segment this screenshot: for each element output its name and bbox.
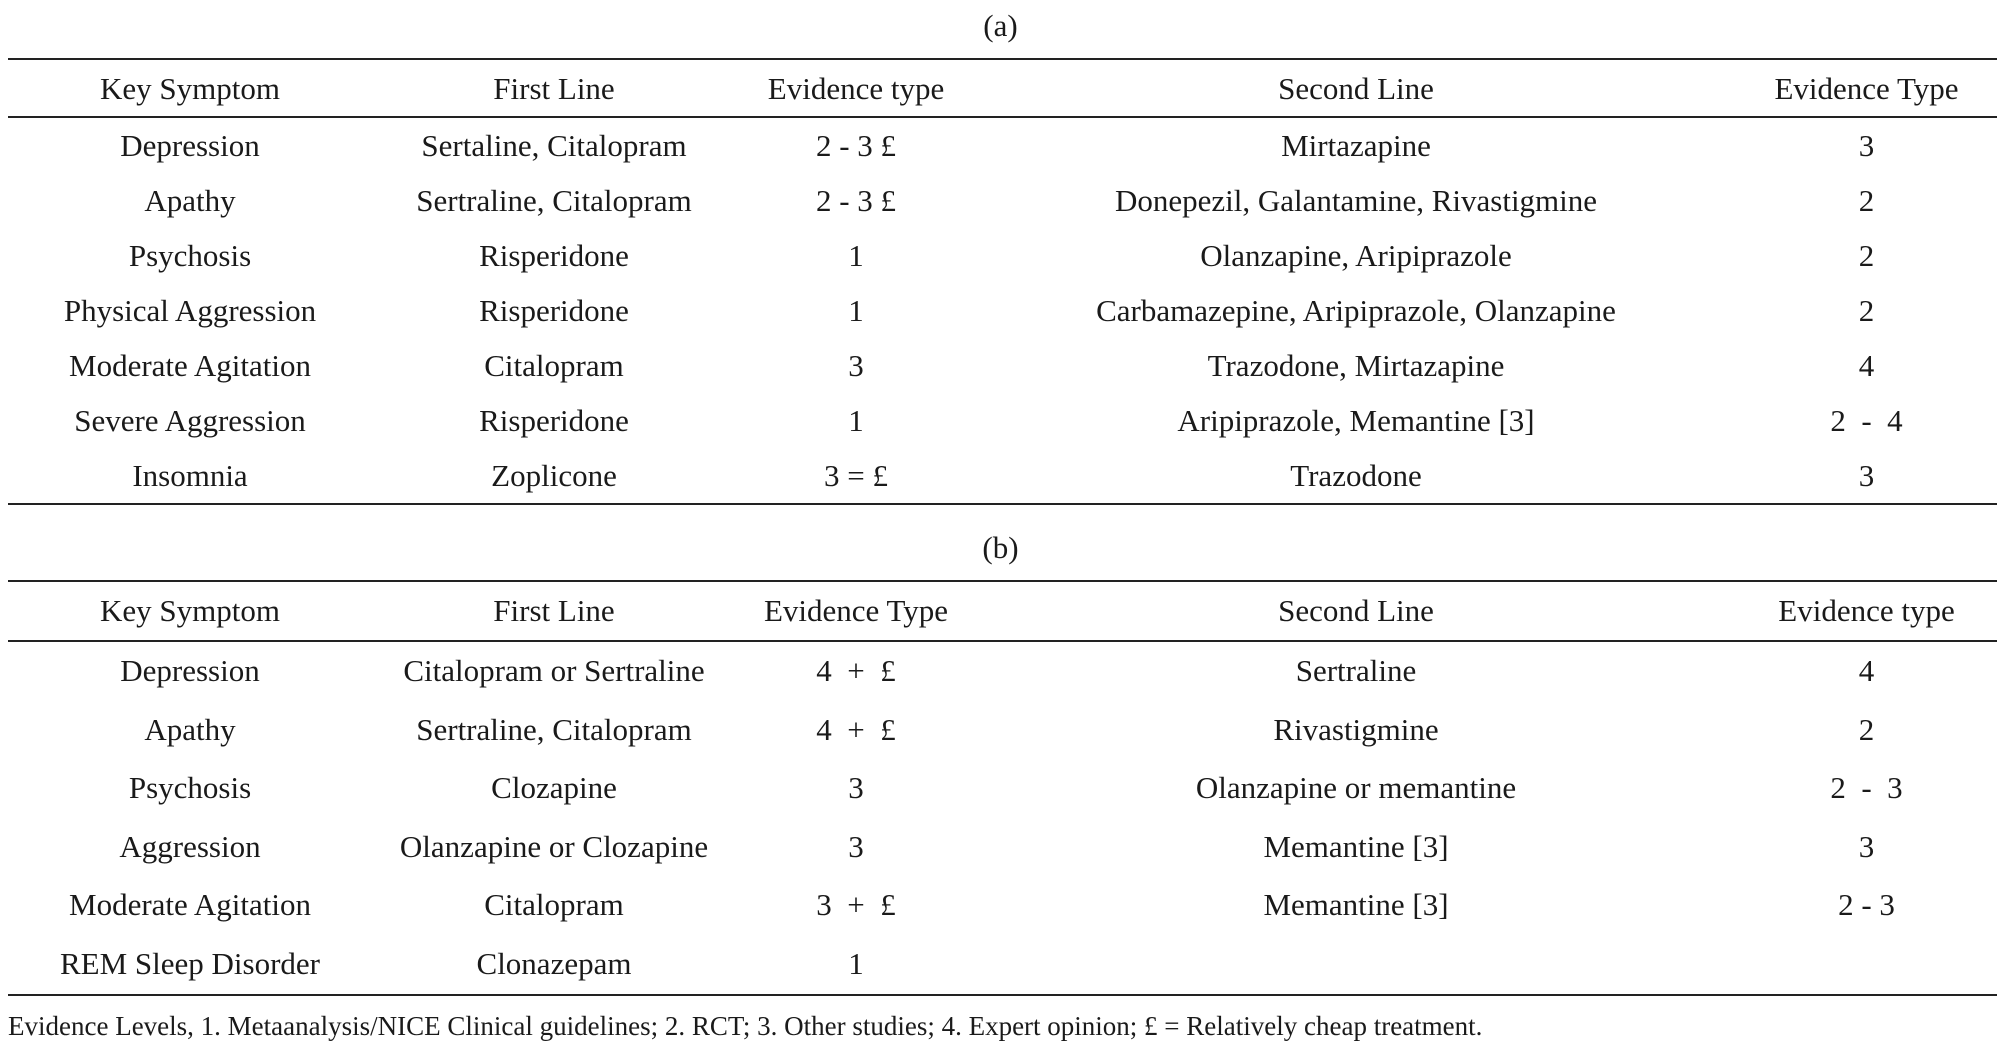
table-cell: Carbamazepine, Aripiprazole, Olanzapine <box>1096 292 1616 328</box>
table-cell: 1 <box>848 945 864 981</box>
table-row <box>8 118 1997 173</box>
table-cell: 3 <box>848 347 864 383</box>
table-row <box>8 338 1997 393</box>
table-cell: Moderate Agitation <box>69 347 311 383</box>
table-cell: Depression <box>120 653 260 689</box>
table-cell: Clonazepam <box>476 945 632 981</box>
table-a <box>8 60 1997 118</box>
table-cell: Psychosis <box>128 237 252 273</box>
table-cell: 4 <box>1858 347 1875 383</box>
table-b-body <box>8 642 1997 993</box>
table-row <box>8 701 1997 760</box>
table-row <box>8 228 1997 283</box>
table-cell: Apathy <box>144 182 236 218</box>
evidence-levels-footnote: Evidence Levels, 1. Metaanalysis/NICE Clinical guidelines; 2. RCT; 3. Other studies; 4. Expert opinion; £ = Relatively cheap treatment. <box>8 1011 1483 1041</box>
table-b-bottom-rule <box>8 994 1997 996</box>
table-row <box>8 876 1997 935</box>
table-cell: Citalopram or Sertraline <box>403 653 705 689</box>
table-cell: 2 <box>1858 292 1875 328</box>
table-cell: Olanzapine or Clozapine <box>399 828 709 864</box>
table-cell: Sertraline, Citalopram <box>416 711 692 747</box>
table-cell: Apathy <box>144 711 236 747</box>
table-cell: 2 <box>1858 711 1875 747</box>
table-cell: 3 <box>1858 457 1875 493</box>
table-cell: Citalopram <box>484 347 624 383</box>
table-a-header-second-line: Second Line <box>1278 71 1434 106</box>
table-cell: Olanzapine, Aripiprazole <box>1200 237 1512 273</box>
table-a-caption: (a) <box>983 8 1018 43</box>
table-b <box>8 582 1997 640</box>
table-cell: Moderate Agitation <box>69 887 311 923</box>
table-cell: Risperidone <box>479 292 629 328</box>
table-cell: Citalopram <box>484 887 624 923</box>
table-cell: 4 + £ <box>816 711 896 747</box>
table-cell: Donepezil, Galantamine, Rivastigmine <box>1114 182 1598 218</box>
table-cell: Psychosis <box>128 770 252 806</box>
table-a-header-first-line: First Line <box>493 71 615 106</box>
table-cell: 2 <box>1858 182 1875 218</box>
table-cell: Severe Aggression <box>74 402 306 438</box>
table-cell: 4 + £ <box>816 653 896 689</box>
table-cell: Mirtazapine <box>1281 127 1431 163</box>
table-row <box>8 283 1997 338</box>
table-cell: Sertraline, Citalopram <box>416 182 692 218</box>
table-cell: Insomnia <box>132 457 248 493</box>
table-cell: 2 - 3 £ <box>815 127 897 163</box>
table-cell: Zoplicone <box>491 457 617 493</box>
table-a-header-evidence-type-1: Evidence type <box>767 71 945 106</box>
table-cell: 3 <box>1858 127 1875 163</box>
table-cell: 2 - 3 <box>1838 887 1895 923</box>
table-b-header-second-line: Second Line <box>1278 593 1434 628</box>
table-cell: Sertraline <box>1295 653 1417 689</box>
table-row <box>8 448 1997 503</box>
table-a-header-row <box>8 60 1997 118</box>
table-b-header-evidence-type-1: Evidence Type <box>763 593 949 628</box>
table-cell: Clozapine <box>491 770 617 806</box>
table-cell: 1 <box>848 292 864 328</box>
table-cell: 3 <box>848 770 864 806</box>
table-cell: 1 <box>848 402 864 438</box>
table-cell: 2 <box>1858 237 1875 273</box>
table-cell <box>1736 935 1997 994</box>
table-cell: REM Sleep Disorder <box>59 945 321 981</box>
table-cell: Memantine [3] <box>1263 887 1449 923</box>
table-cell: 3 = £ <box>824 457 888 493</box>
table-cell: Depression <box>120 127 260 163</box>
table-cell: 3 <box>1858 828 1875 864</box>
table-row <box>8 642 1997 701</box>
table-a-body <box>8 118 1997 503</box>
table-cell: Rivastigmine <box>1273 711 1439 747</box>
table-b-caption: (b) <box>982 530 1019 565</box>
table-cell: Risperidone <box>479 402 629 438</box>
table-row <box>8 818 1997 877</box>
table-cell: Risperidone <box>479 237 629 273</box>
table-cell: Olanzapine or memantine <box>1195 770 1517 806</box>
table-cell: 4 <box>1858 653 1875 689</box>
table-cell: Sertaline, Citalopram <box>421 127 687 163</box>
table-cell: 1 <box>848 237 864 273</box>
table-a-header-evidence-type-2: Evidence Type <box>1774 71 1959 106</box>
table-row <box>8 173 1997 228</box>
table-b-header-key-symptom: Key Symptom <box>100 593 280 628</box>
table-cell: Memantine [3] <box>1263 828 1449 864</box>
table-cell: Aggression <box>119 828 261 864</box>
table-cell: 3 + £ <box>816 887 896 923</box>
table-cell: 2 - 3 £ <box>815 182 897 218</box>
table-cell: Physical Aggression <box>63 292 317 328</box>
table-cell: 3 <box>848 828 864 864</box>
table-cell <box>976 935 1736 994</box>
table-row <box>8 393 1997 448</box>
table-b-header-evidence-type-2: Evidence type <box>1778 593 1955 628</box>
table-b-header-first-line: First Line <box>493 593 615 628</box>
table-row <box>8 935 1997 994</box>
table-cell: Aripiprazole, Memantine [3] <box>1177 402 1535 438</box>
table-cell: 2 - 3 <box>1830 770 1903 806</box>
table-cell: Trazodone <box>1290 457 1422 493</box>
table-b-header-row <box>8 582 1997 640</box>
table-row <box>8 759 1997 818</box>
table-cell: 2 - 4 <box>1830 402 1903 438</box>
table-a-bottom-rule <box>8 503 1997 505</box>
table-a-header-key-symptom: Key Symptom <box>100 71 280 106</box>
table-cell: Trazodone, Mirtazapine <box>1207 347 1505 383</box>
